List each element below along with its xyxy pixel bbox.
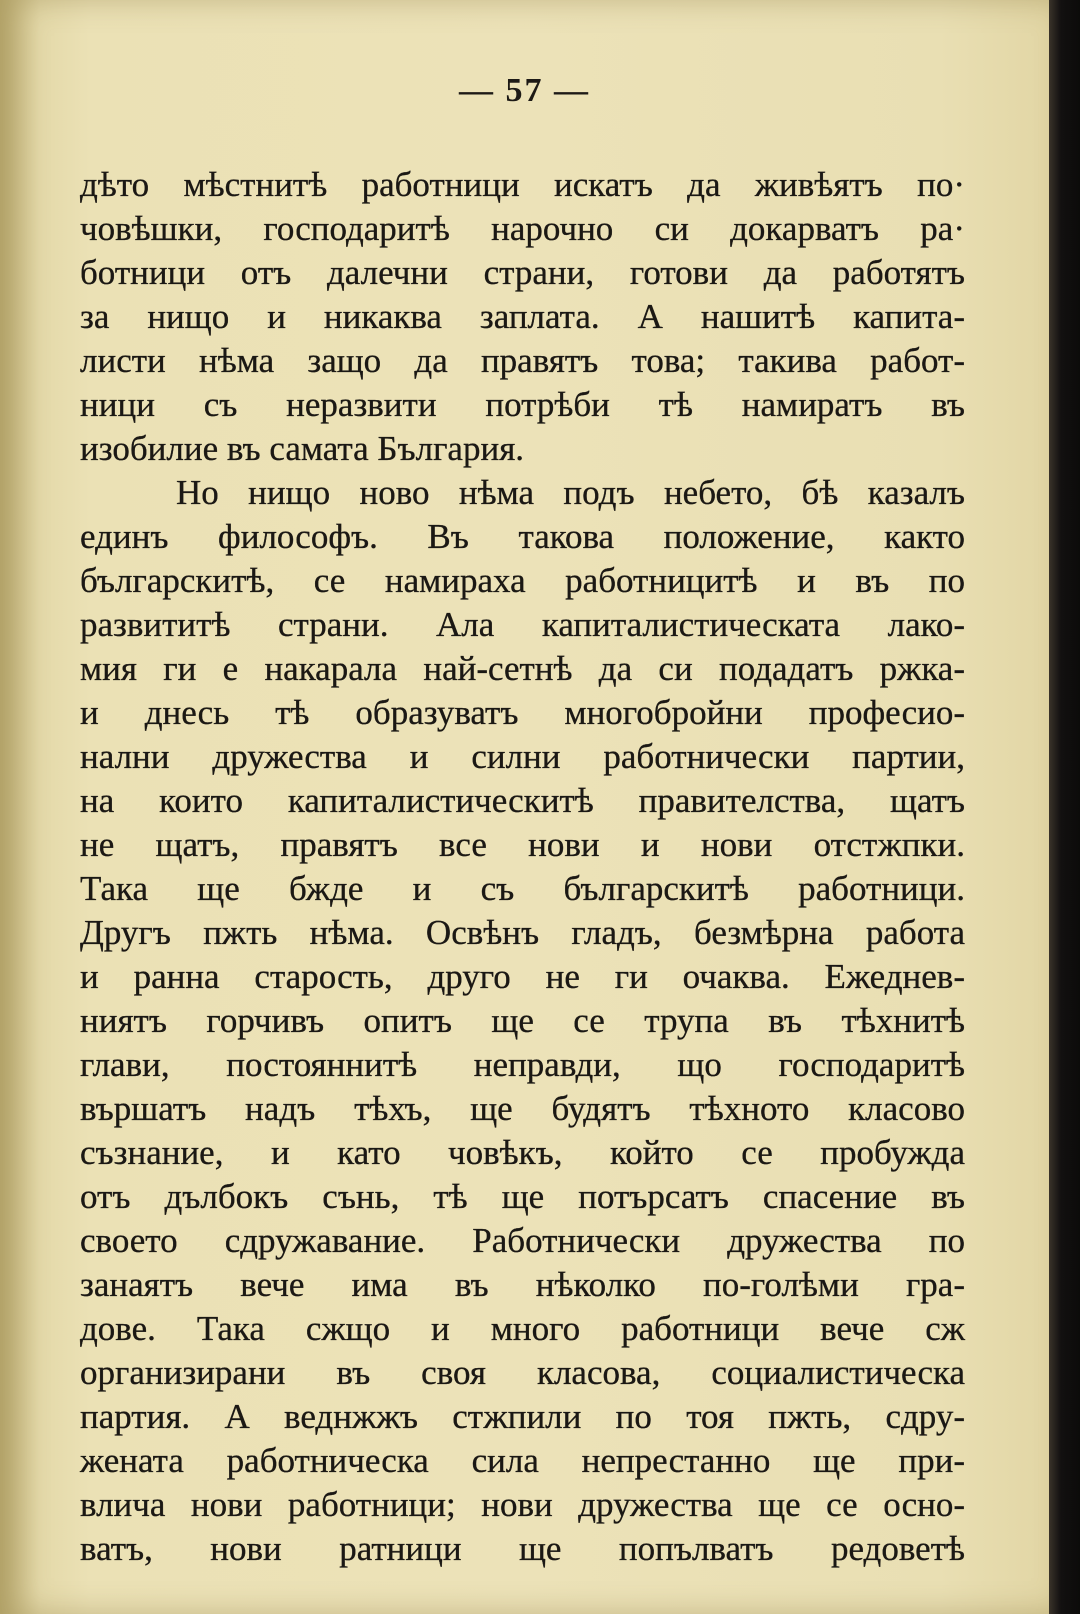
text-line: нални дружества и силни работнически партии, — [80, 737, 965, 776]
body-text — [80, 163, 965, 1571]
text-line: жената работническа сила непрестанно ще при- — [80, 1441, 965, 1480]
text-line: Така ще бжде и съ българскитѣ работници. — [80, 869, 965, 908]
text-line: ниятъ горчивъ опитъ ще се трупа въ тѣхнитѣ — [80, 1001, 965, 1040]
text-line: дове. Така сжщо и много работници вече сж — [80, 1309, 965, 1348]
text-line: своето сдружавание. Работнически дружества по — [80, 1221, 965, 1260]
text-line: глави, постояннитѣ неправди, що господаритѣ — [80, 1045, 965, 1084]
text-line: Другъ пжть нѣма. Освѣнъ гладъ, безмѣрна работа — [80, 913, 965, 952]
scan-dark-edge — [1049, 0, 1080, 1614]
text-line: ватъ, нови ратници ще попълватъ редоветѣ — [80, 1529, 965, 1568]
text-line: ници съ неразвити потрѣби тѣ намиратъ въ — [80, 385, 965, 424]
text-line: човѣшки, господаритѣ нарочно си докарватъ ра· — [80, 209, 965, 248]
text-line: на които капиталистическитѣ правителства, щатъ — [80, 781, 965, 820]
text-line: организирани въ своя класова, социалистическа — [80, 1353, 965, 1392]
text-line: не щатъ, правятъ все нови и нови отстжпки. — [80, 825, 965, 864]
text-line: за нищо и никаква заплата. А нашитѣ капита- — [80, 297, 965, 336]
text-line: партия. А веднжжъ стжпили по тоя пжть, сдру- — [80, 1397, 965, 1436]
text-line: вършатъ надъ тѣхъ, ще будятъ тѣхното класово — [80, 1089, 965, 1128]
text-line: листи нѣма защо да правятъ това; такива работ- — [80, 341, 965, 380]
text-line: мия ги е накарала най-сетнѣ да си подадатъ ржка- — [80, 649, 965, 688]
text-line: Но нищо ново нѣма подъ небето, бѣ казалъ — [176, 473, 965, 512]
text-line: ботници отъ далечни страни, готови да работятъ — [80, 253, 965, 292]
page-number: — 57 — — [459, 72, 590, 109]
text-line: и днесь тѣ образуватъ многобройни професио- — [80, 693, 965, 732]
text-line: българскитѣ, се намираха работницитѣ и въ по — [80, 561, 965, 600]
text-line: съзнание, и като човѣкъ, който се пробужда — [80, 1133, 965, 1172]
text-line: влича нови работници; нови дружества ще се осно- — [80, 1485, 965, 1524]
text-line: изобилие въ самата България. — [80, 429, 525, 468]
text-line: единъ философъ. Въ такова положение, както — [80, 517, 965, 556]
text-line: развититѣ страни. Ала капиталистическата лако- — [80, 605, 965, 644]
text-line: занаятъ вече има въ нѣколко по-голѣми гра- — [80, 1265, 965, 1304]
text-line: и ранна старость, друго не ги очаква. Ежеднев- — [80, 957, 965, 996]
text-line: дѣто мѣстнитѣ работници искатъ да живѣятъ по· — [80, 165, 965, 204]
text-line: отъ дълбокъ сънь, тѣ ще потърсатъ спасение въ — [80, 1177, 965, 1216]
